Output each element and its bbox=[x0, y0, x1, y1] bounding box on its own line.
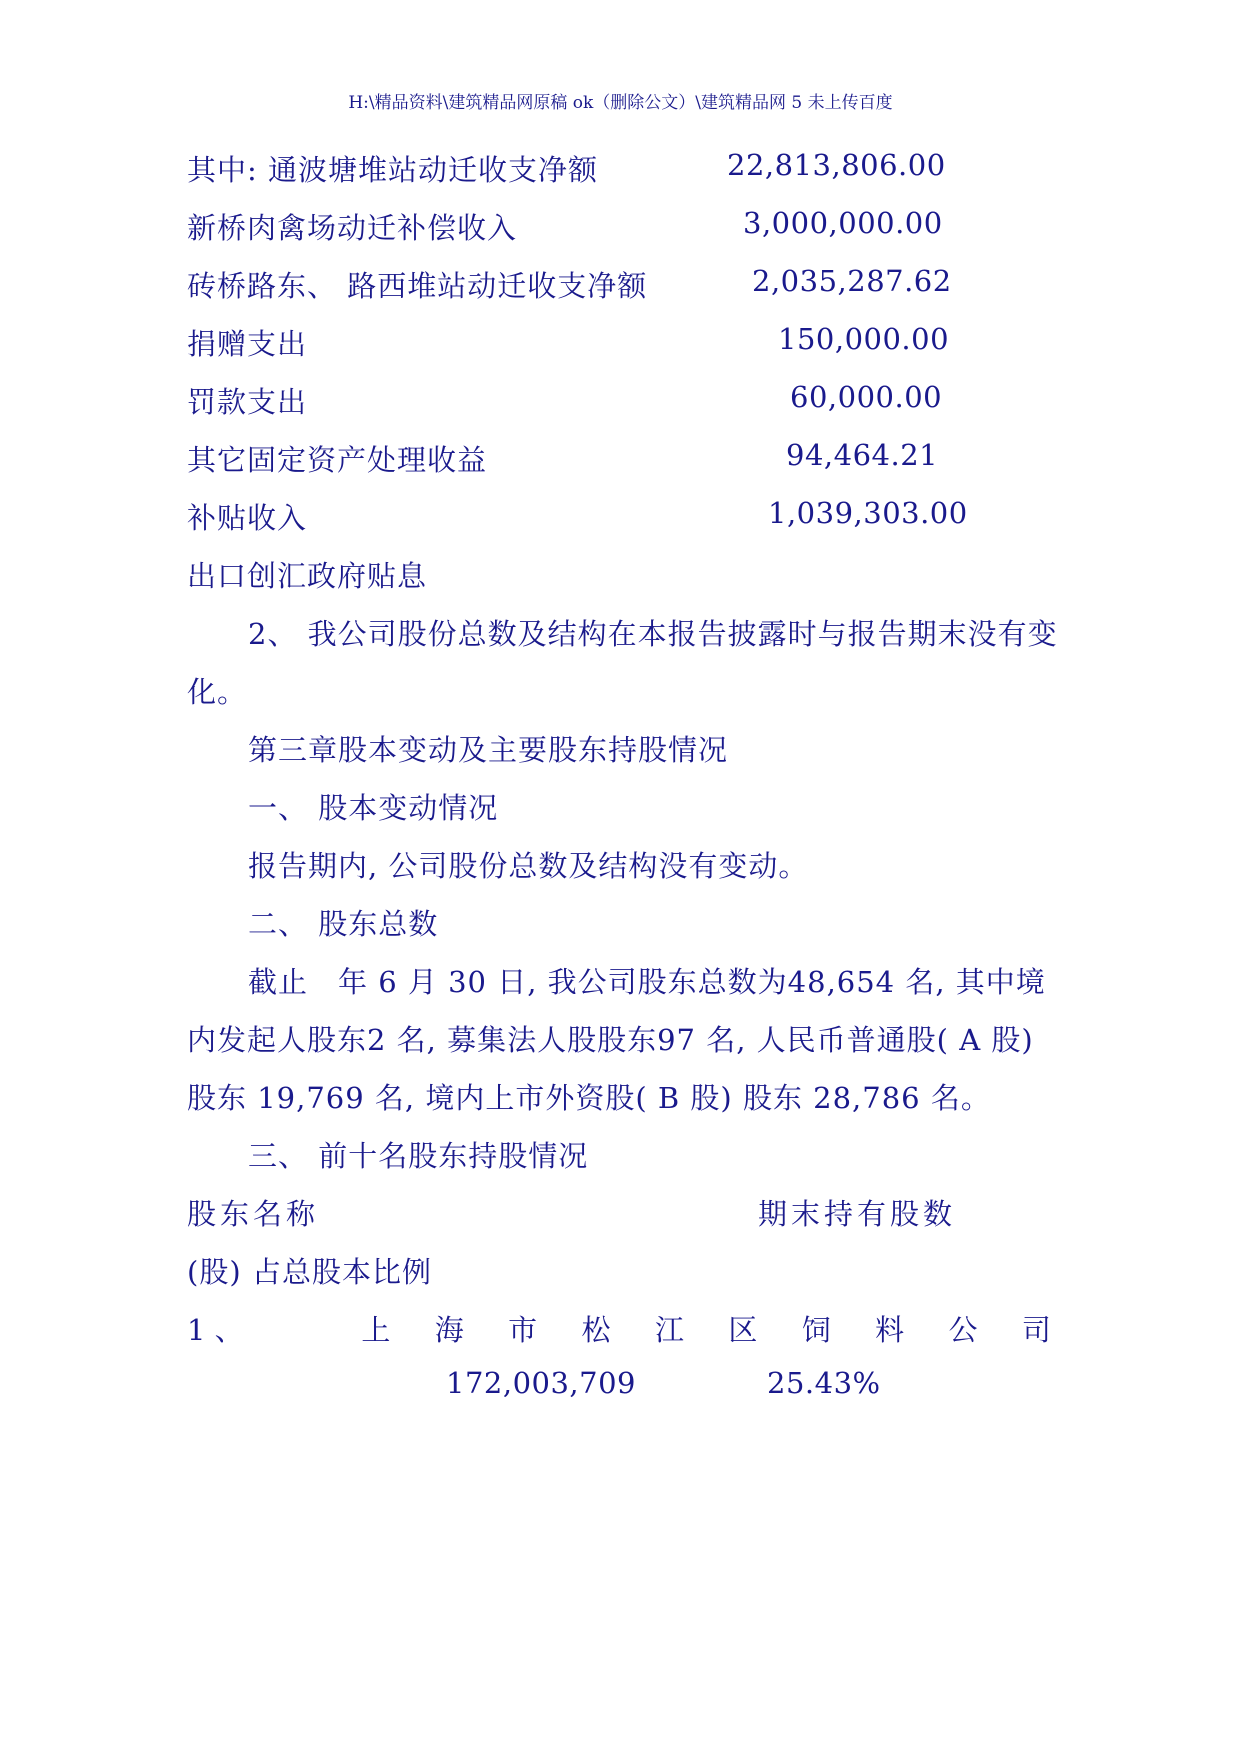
name-char: 区 bbox=[728, 1313, 758, 1347]
section-heading: 三、 前十名股东持股情况 bbox=[248, 1139, 589, 1173]
column-header-name: 股东名称 bbox=[187, 1197, 320, 1231]
table-header-row bbox=[0, 1192, 1241, 1242]
paragraph-line: 2、 我公司股份总数及结构在本报告披露时与报告期末没有变 bbox=[248, 617, 1058, 651]
row-value: 22,813,806.00 bbox=[727, 148, 946, 182]
table-row bbox=[187, 1308, 1051, 1349]
row-value: 3,000,000.00 bbox=[743, 206, 943, 240]
paragraph-line: 股东 19,769 名, 境内上市外资股( B 股) 股东 28,786 名。 bbox=[187, 1081, 991, 1115]
income-row bbox=[0, 438, 1241, 488]
row-label: 罚款支出 bbox=[187, 385, 308, 419]
shares-held: 172,003,709 bbox=[446, 1366, 636, 1400]
name-char: 江 bbox=[654, 1313, 684, 1347]
row-label: 新桥肉禽场动迁补偿收入 bbox=[187, 211, 518, 245]
income-row bbox=[0, 148, 1241, 198]
column-header-ratio: 占总股本比例 bbox=[252, 1255, 433, 1289]
name-char: 松 bbox=[581, 1313, 611, 1347]
name-char: 饲 bbox=[801, 1313, 831, 1347]
row-label: 砖桥路东、 路西堆站动迁收支净额 bbox=[187, 269, 648, 303]
income-row bbox=[0, 496, 1241, 546]
share-ratio: 25.43% bbox=[767, 1366, 881, 1400]
row-value: 2,035,287.62 bbox=[752, 264, 952, 298]
income-row bbox=[0, 380, 1241, 430]
paragraph-line: 内发起人股东2 名, 募集法人股股东97 名, 人民币普通股( A 股) bbox=[187, 1023, 1034, 1057]
name-char: 公 bbox=[948, 1313, 978, 1347]
table-header-row-cont bbox=[0, 1250, 1241, 1300]
row-value: 150,000.00 bbox=[778, 322, 950, 356]
file-path-header: H:\精品资料\建筑精品网原稿 ok（删除公文）\建筑精品网 5 未上传百度 bbox=[348, 93, 893, 113]
section-heading: 二、 股东总数 bbox=[248, 907, 439, 941]
column-header-unit: (股) bbox=[187, 1255, 242, 1289]
income-row bbox=[0, 264, 1241, 314]
income-row bbox=[0, 554, 1241, 604]
table-row-values bbox=[0, 1366, 1241, 1416]
name-char: 料 bbox=[875, 1313, 905, 1347]
row-label: 出口创汇政府贴息 bbox=[187, 559, 428, 593]
row-value: 60,000.00 bbox=[790, 380, 943, 414]
row-label: 补贴收入 bbox=[187, 501, 308, 535]
chapter-title: 第三章股本变动及主要股东持股情况 bbox=[248, 733, 729, 767]
row-index: 1 、 bbox=[187, 1313, 244, 1347]
paragraph-line: 截止 年 6 月 30 日, 我公司股东总数为48,654 名, 其中境 bbox=[248, 965, 1046, 999]
name-char: 市 bbox=[508, 1313, 538, 1347]
name-char: 上 bbox=[361, 1313, 391, 1347]
row-label: 其中: 通波塘堆站动迁收支净额 bbox=[187, 153, 598, 187]
paragraph-line: 报告期内, 公司股份总数及结构没有变动。 bbox=[248, 849, 809, 883]
income-row bbox=[0, 206, 1241, 256]
income-row bbox=[0, 322, 1241, 372]
paragraph-line: 化。 bbox=[187, 675, 248, 709]
row-label: 捐赠支出 bbox=[187, 327, 308, 361]
column-header-shares: 期末持有股数 bbox=[758, 1197, 957, 1231]
row-value: 1,039,303.00 bbox=[768, 496, 968, 530]
row-value: 94,464.21 bbox=[786, 438, 939, 472]
name-char: 海 bbox=[434, 1313, 464, 1347]
name-char: 司 bbox=[1021, 1313, 1051, 1347]
section-heading: 一、 股本变动情况 bbox=[248, 791, 499, 825]
row-label: 其它固定资产处理收益 bbox=[187, 443, 488, 477]
